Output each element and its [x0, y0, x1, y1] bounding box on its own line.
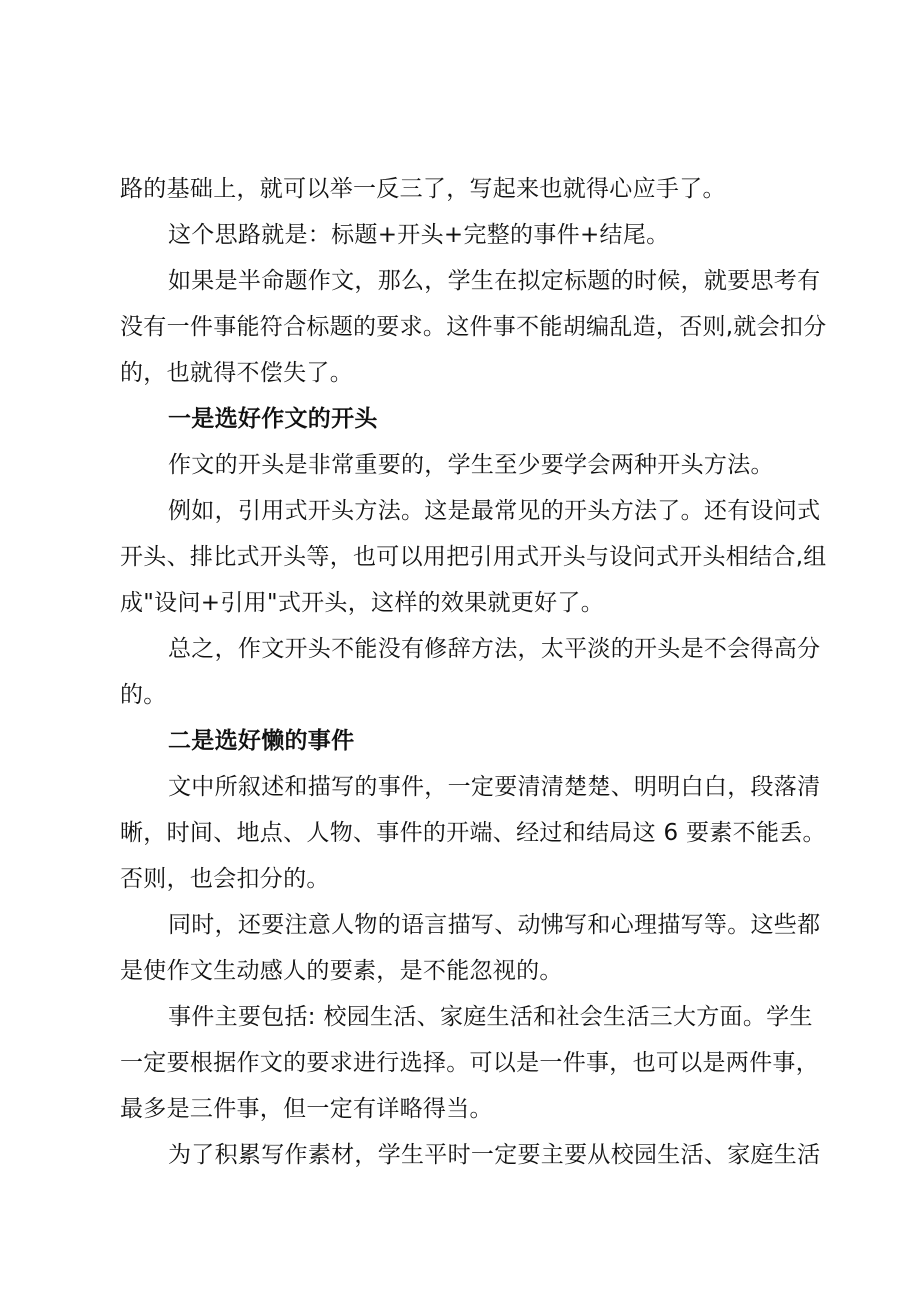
text-line: 否则，也会扣分的。 [120, 866, 330, 892]
section-heading: 一是选好作文的开头 [168, 406, 378, 432]
text-line: 一定要根据作文的要求进行选择。可以是一件事，也可以是两件事， [120, 1050, 819, 1076]
text-line: 如果是半命题作文，那么，学生在拟定标题的时候，就要思考有 [168, 268, 821, 294]
text-line: 为了积累写作素材，学生平时一定要主要从校园生活、家庭生活 [168, 1142, 821, 1168]
text-line: 例如，引用式开头方法。这是最常见的开头方法了。还有设问式 [168, 498, 821, 524]
text-line: 文中所叙述和描写的事件，一定要清清楚楚、明明白白，段落清 [168, 774, 821, 800]
text-line: 晰，时间、地点、人物、事件的开端、经过和结局这 6 要素不能丢。 [120, 820, 826, 846]
text-line: 总之，作文开头不能没有修辞方法，太平淡的开头是不会得高分 [168, 636, 821, 662]
text-line: 同时，还要注意人物的语言描写、动怫写和心理描写等。这些都 [168, 912, 821, 938]
text-line: 没有一件事能符合标题的要求。这件事不能胡编乱造，否则,就会扣分 [120, 314, 827, 340]
text-line: 的。 [120, 682, 167, 708]
text-line: 是使作文生动感人的要素，是不能忽视的。 [120, 958, 563, 984]
text-line: 这个思路就是：标题+开头+完整的事件+结尾。 [168, 222, 670, 248]
text-line: 的，也就得不偿失了。 [120, 360, 353, 386]
text-line: 成"设问+引用"式开头，这样的效果就更好了。 [120, 590, 605, 616]
section-heading: 二是选好懒的事件 [168, 728, 355, 754]
text-line: 最多是三件事，但一定有详略得当。 [120, 1096, 493, 1122]
text-line: 作文的开头是非常重要的，学生至少要学会两种开头方法。 [168, 452, 774, 478]
text-line: 路的基础上，就可以举一反三了，写起来也就得心应手了。 [120, 176, 726, 202]
text-line: 事件主要包括: 校园生活、家庭生活和社会生活三大方面。学生 [168, 1004, 813, 1030]
text-line: 开头、排比式开头等，也可以用把引用式开头与设问式开头相结合,组 [120, 544, 827, 570]
document-body [120, 166, 827, 1178]
